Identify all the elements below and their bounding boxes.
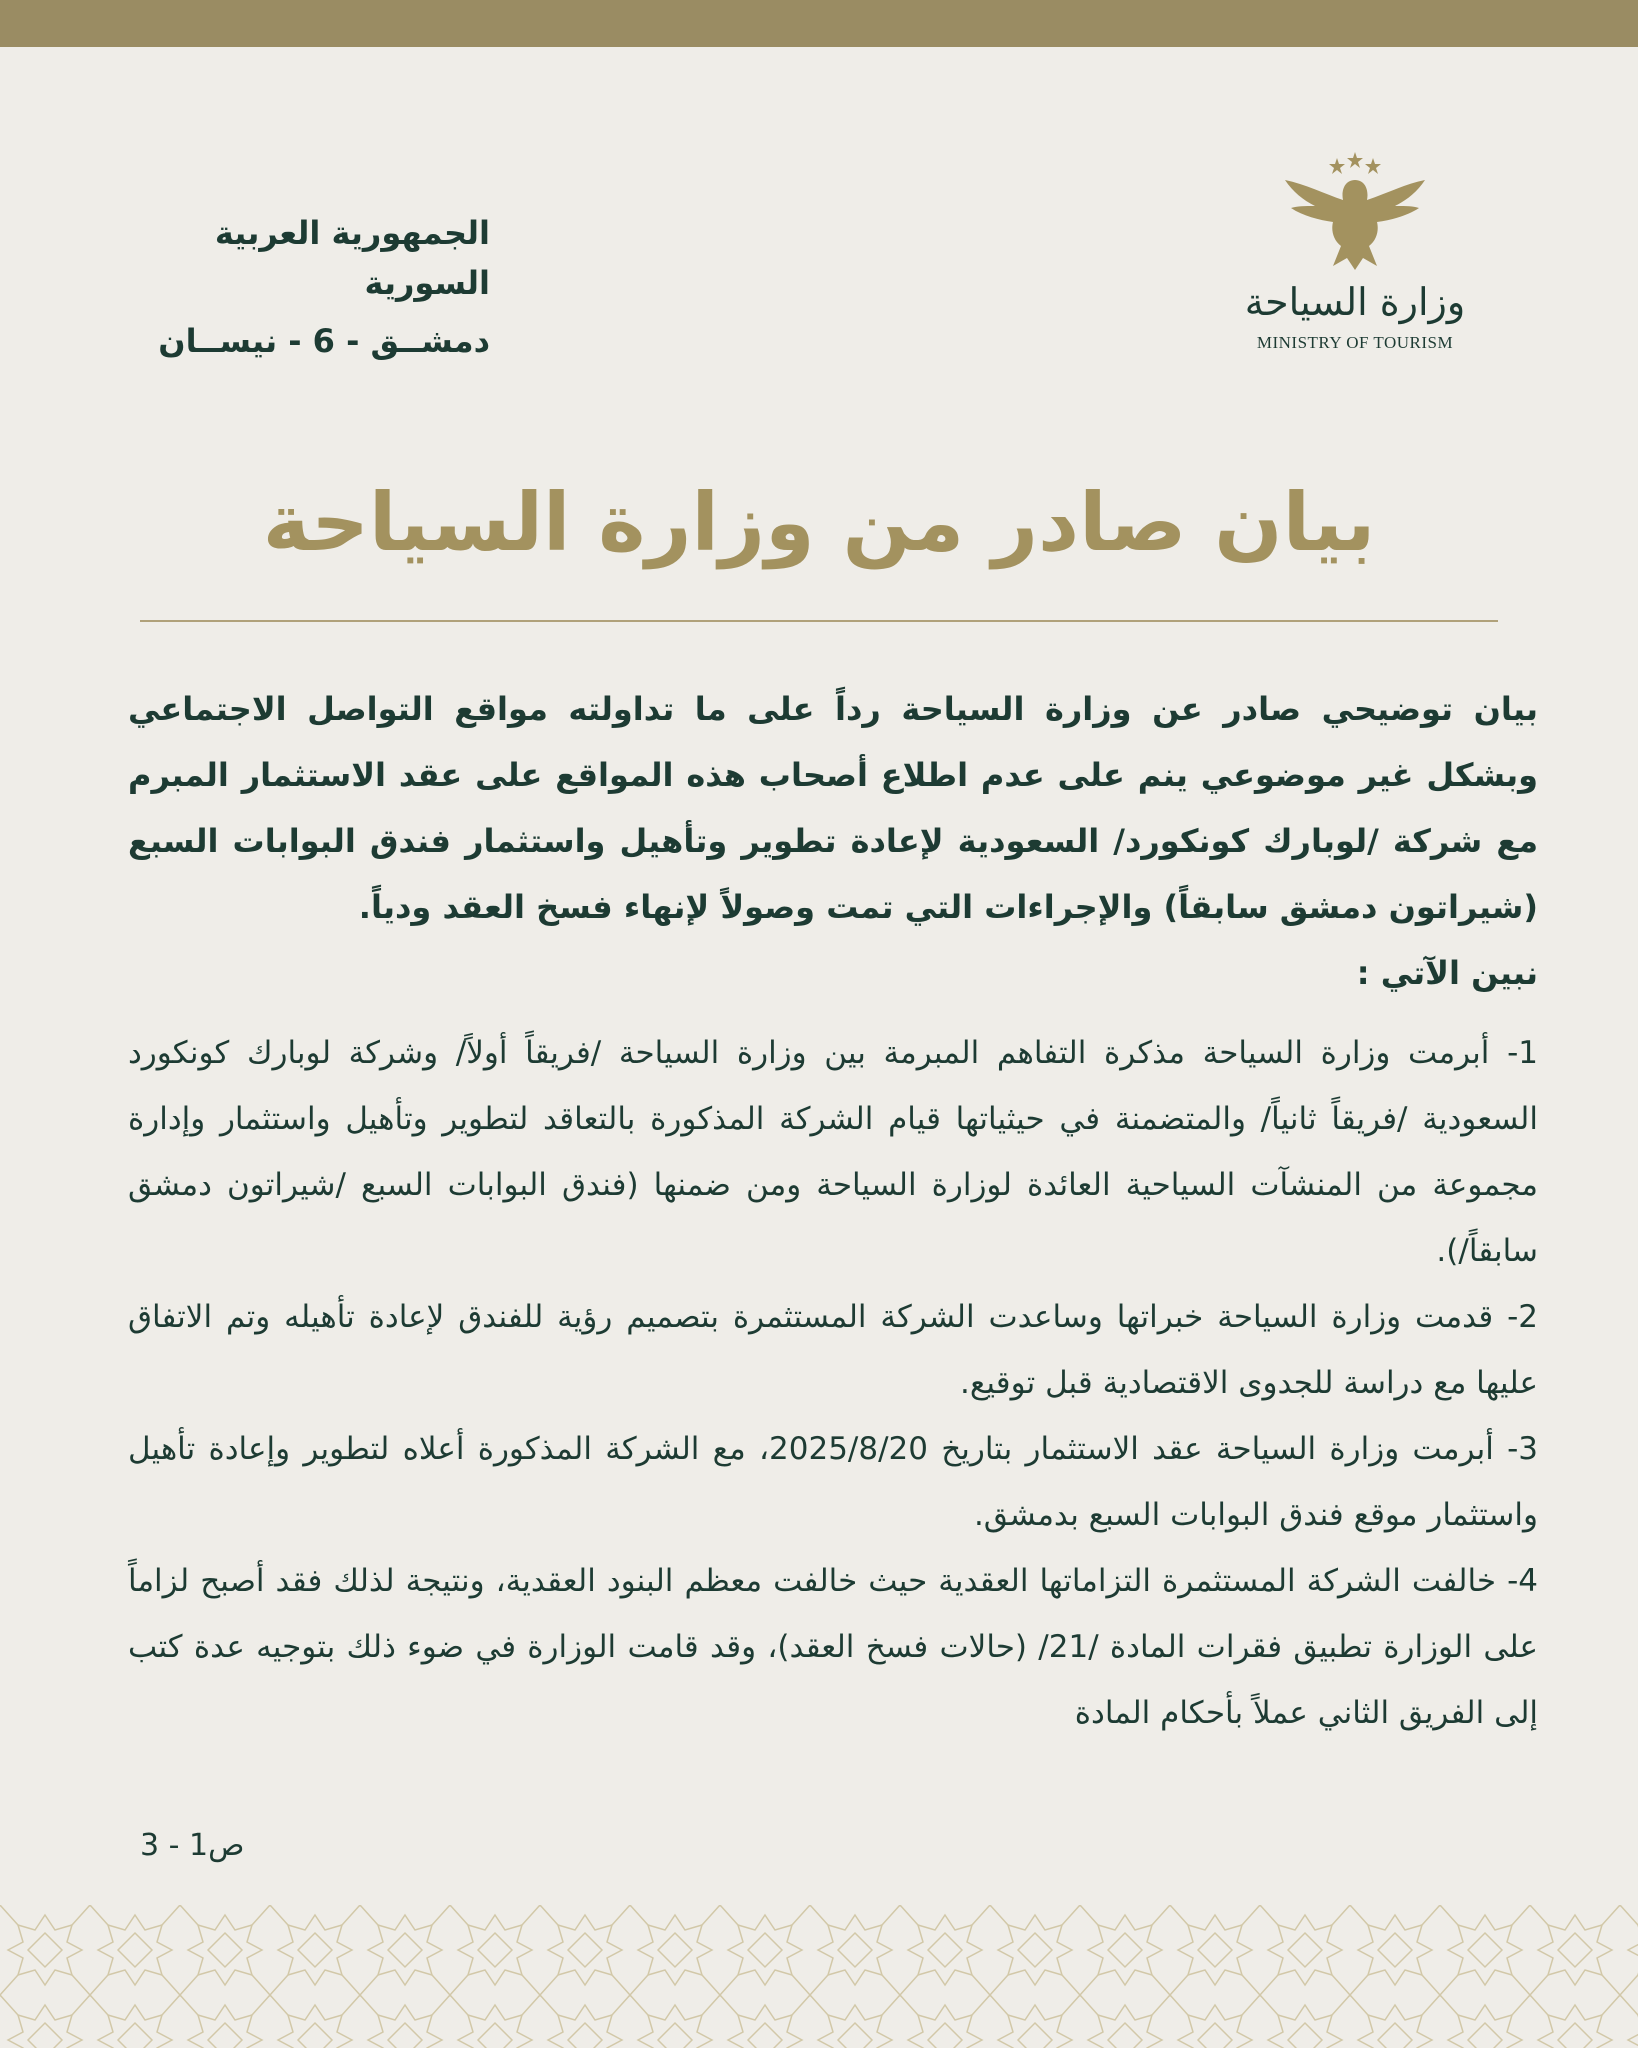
list-item: 3- أبرمت وزارة السياحة عقد الاستثمار بتاريخ 2025/8/20، مع الشركة المذكورة أعلاه لتطوير وإعادة تأهيل واستثمار موقع فندق البوابات السبع بدمشق. <box>128 1431 1538 1533</box>
intro-paragraph: بيان توضيحي صادر عن وزارة السياحة رداً على ما تداولته مواقع التواصل الاجتماعي وبشكل غير موضوعي ينم على عدم اطلاع أصحاب هذه المواقع على عقد الاستثمار المبرم مع شركة /لوبارك كونكورد/ السعودية لإعادة تطوير وتأهيل واستثمار فندق البوابات السبع (شيراتون دمشق سابقاً) والإجراءات التي تمت وصولاً لإنهاء فسخ العقد ودياً. <box>128 690 1538 926</box>
country-name: الجمهورية العربية السورية <box>214 214 490 302</box>
list-item: 4- خالفت الشركة المستثمرة التزاماتها العقدية حيث خالفت معظم البنود العقدية، ونتيجة لذلك فقد أصبح لزاماً على الوزارة تطبيق فقرات المادة /21/ (حالات فسخ العقد)، وقد قامت الوزارة في ضوء ذلك بتوجيه عدة كتب إلى الفريق الثاني عملاً بأحكام المادة <box>128 1563 1538 1731</box>
lead-line: نبين الآتي : <box>1356 954 1538 992</box>
ministry-name-en: MINISTRY OF TOURISM <box>1256 333 1454 352</box>
decorative-pattern <box>0 1905 1638 2048</box>
eagle-emblem-icon <box>1275 150 1435 275</box>
top-bar <box>0 0 1638 47</box>
ministry-logo <box>1225 150 1485 360</box>
title-divider <box>140 620 1498 622</box>
page-title: بيان صادر من وزارة السياحة <box>262 476 1376 569</box>
header-block <box>110 208 490 366</box>
ministry-name-ar: وزارة السياحة <box>1244 280 1466 324</box>
page-number: ص1 - 3 <box>140 1828 245 1863</box>
list-item: 1- أبرمت وزارة السياحة مذكرة التفاهم المبرمة بين وزارة السياحة /فريقاً أولاً/ وشركة لوبارك كونكورد السعودية /فريقاً ثانياً/ والمتضمنة في حيثياتها قيام الشركة المذكورة بالتعاقد لتطوير وتأهيل واستثمار وإدارة مجموعة من المنشآت السياحية العائدة لوزارة السياحة ومن ضمنها (فندق البوابات السبع /شيراتون دمشق سابقاً/). <box>128 1035 1538 1269</box>
statement-body <box>128 676 1538 1746</box>
list-item: 2- قدمت وزارة السياحة خبراتها وساعدت الشركة المستثمرة بتصميم رؤية للفندق لإعادة تأهيله وتم الاتفاق عليها مع دراسة للجدوى الاقتصادية قبل توقيع. <box>128 1299 1538 1401</box>
place-date: دمشــق - 6 - نيســان <box>158 322 490 360</box>
